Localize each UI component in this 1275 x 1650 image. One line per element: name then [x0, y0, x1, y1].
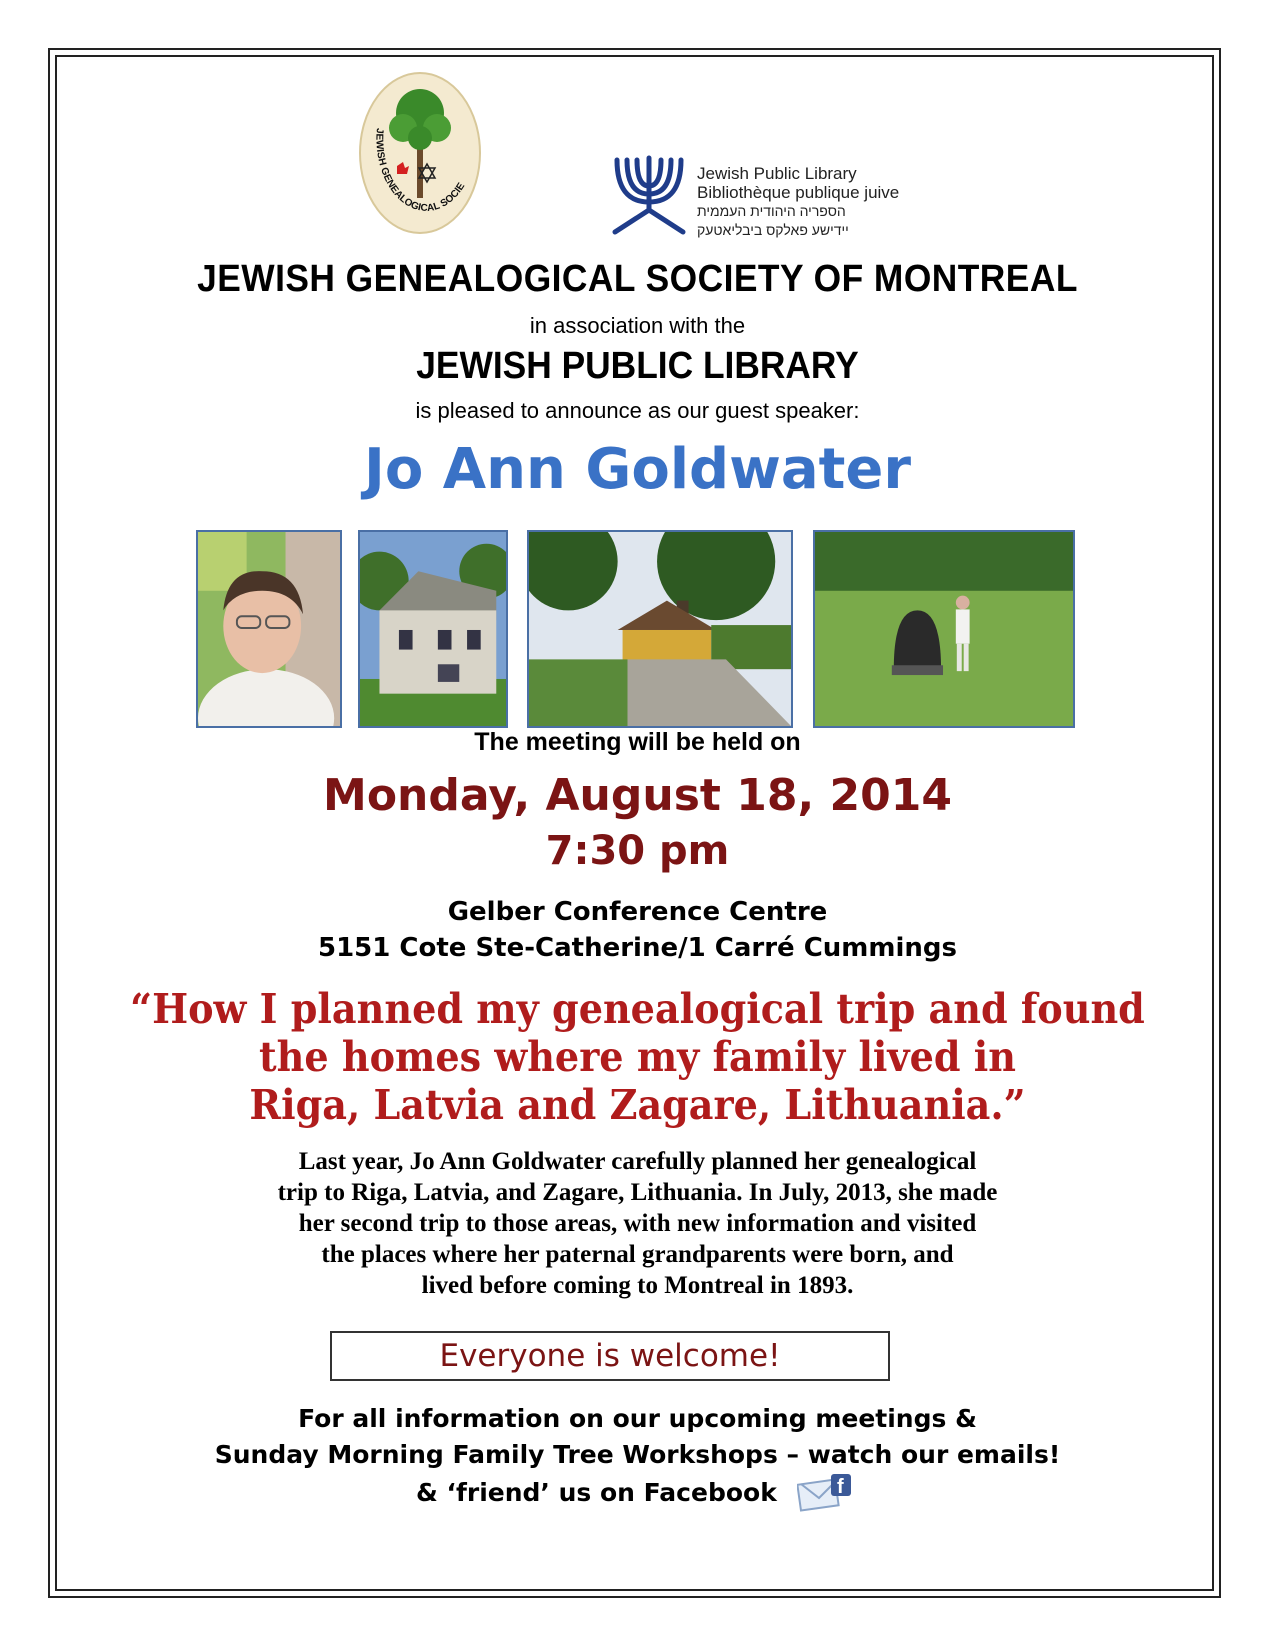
street-photo — [527, 530, 793, 728]
welcome-box: Everyone is welcome! — [330, 1331, 890, 1381]
jpl-name-he: הספריה היהודית העממית — [697, 203, 846, 219]
email-facebook-icon — [797, 1470, 855, 1514]
speaker-portrait-photo — [196, 530, 342, 728]
facebook-text: & ‘friend’ us on Facebook — [416, 1478, 777, 1507]
jpl-name-en: Jewish Public Library — [697, 164, 857, 183]
jpl-logo — [607, 150, 927, 250]
talk-title-line: the homes where my family lived in — [259, 1033, 1016, 1081]
description-line: her second trip to those areas, with new information and visited — [298, 1210, 977, 1237]
association-text: in association with the — [529, 313, 746, 338]
info-line-2: Sunday Morning Family Tree Workshops – watch our emails! — [214, 1440, 1061, 1469]
society-heading: JEWISH GENEALOGICAL SOCIETY OF MONTREAL — [197, 258, 1078, 300]
library-heading: JEWISH PUBLIC LIBRARY — [416, 345, 859, 387]
meeting-time: 7:30 pm — [545, 828, 730, 874]
house-photo — [358, 530, 508, 728]
meeting-intro: The meeting will be held on — [474, 728, 801, 756]
jpl-name-yi: יידישע פאלקס ביבליאטעק — [697, 222, 849, 238]
talk-title — [0, 985, 1275, 1129]
description-line: trip to Riga, Latvia, and Zagare, Lithuania. In July, 2013, she made — [277, 1179, 998, 1206]
info-line-1: For all information on our upcoming meetings & — [298, 1404, 977, 1433]
talk-description — [0, 1146, 1275, 1301]
description-line: the places where her paternal grandparents were born, and — [321, 1241, 954, 1268]
venue-name: Gelber Conference Centre — [447, 897, 828, 927]
menorah-icon — [607, 150, 691, 240]
talk-title-line: Riga, Latvia and Zagare, Lithuania.” — [249, 1081, 1026, 1129]
meeting-date: Monday, August 18, 2014 — [323, 770, 952, 821]
jpl-name-fr: Bibliothèque publique juive — [697, 183, 900, 202]
description-line: Last year, Jo Ann Goldwater carefully planned her genealogical — [298, 1148, 977, 1175]
cemetery-photo — [813, 530, 1075, 728]
svg-text:f: f — [837, 1476, 844, 1498]
jgs-logo — [355, 68, 485, 238]
speaker-name: Jo Ann Goldwater — [364, 437, 911, 502]
talk-title-line: “How I planned my genealogical trip and found — [130, 985, 1145, 1033]
description-line: lived before coming to Montreal in 1893. — [421, 1272, 854, 1299]
jgs-ring-text: JEWISH GENEALOGICAL SOCIE — [373, 127, 468, 215]
announce-text: is pleased to announce as our guest speaker: — [415, 398, 860, 423]
venue-address: 5151 Cote Ste-Catherine/1 Carré Cummings — [317, 933, 957, 963]
